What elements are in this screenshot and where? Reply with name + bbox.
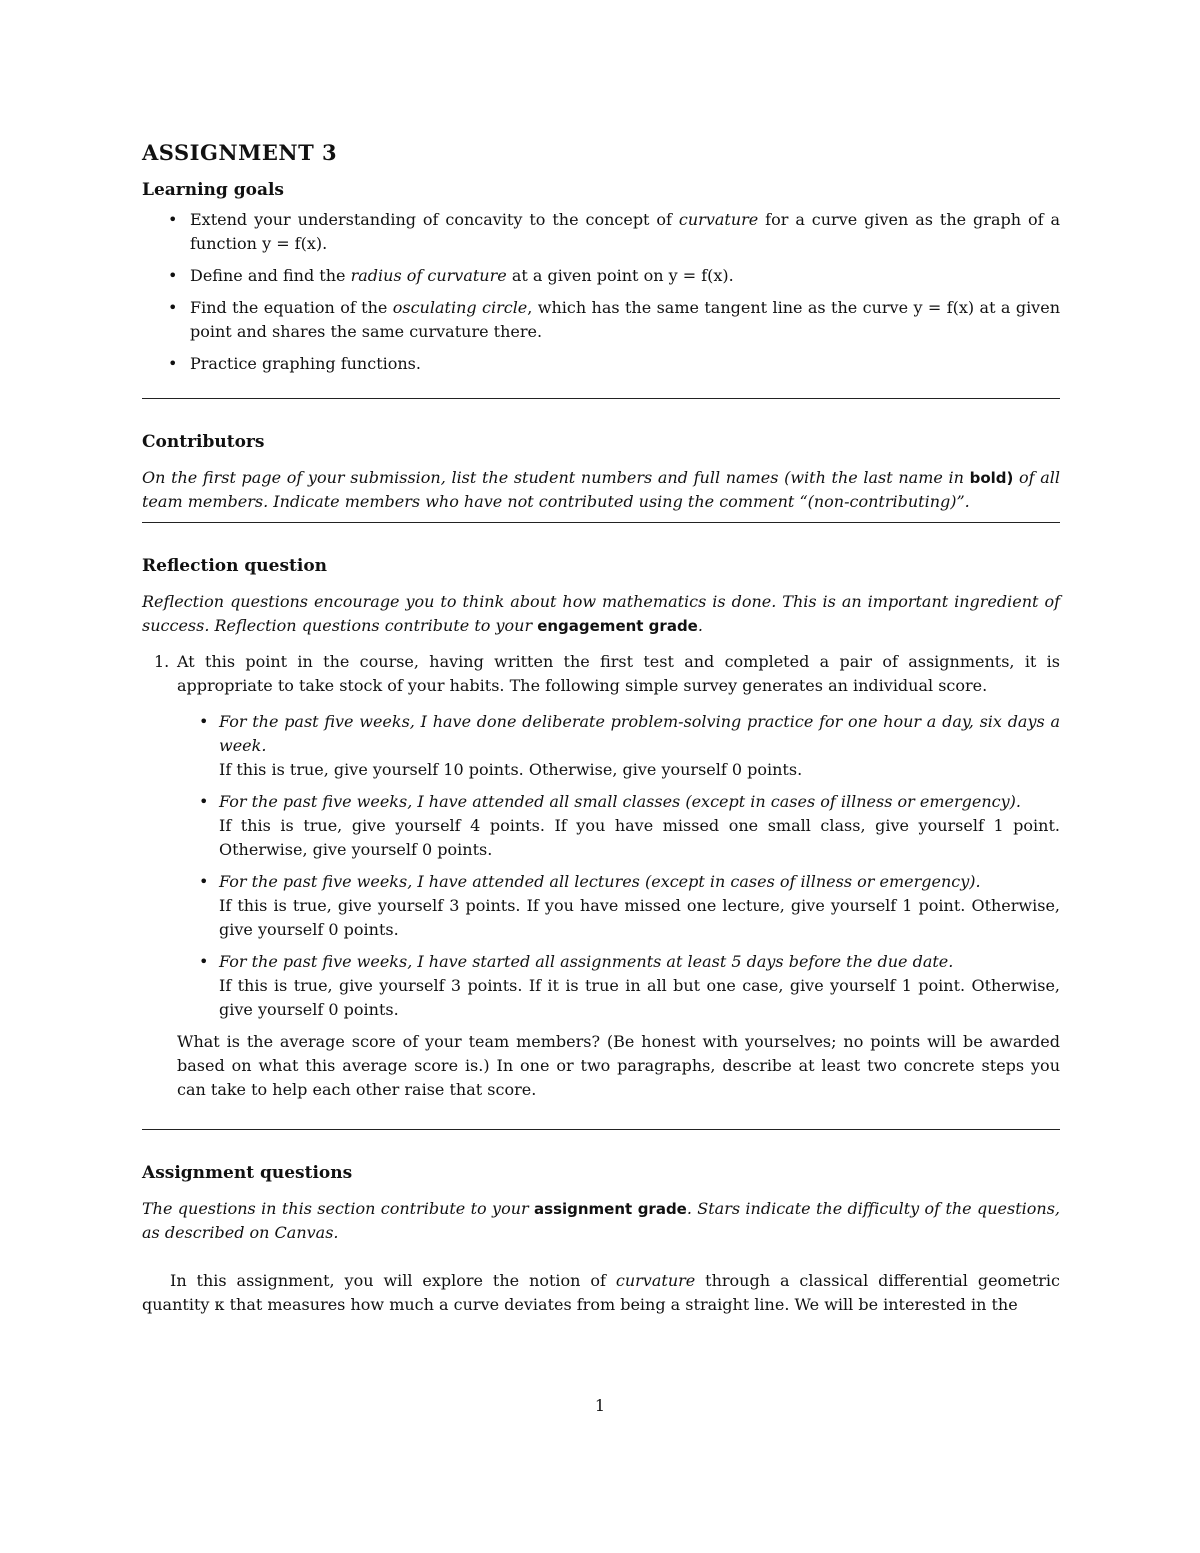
goal-text: Define and find the (190, 266, 351, 285)
reflection-question-list (142, 650, 1060, 1102)
contributors-text (142, 466, 1060, 514)
reflection-intro (142, 590, 1060, 638)
reflection-heading: Reflection question (142, 556, 328, 576)
contributors-text-part: On the first page of your submission, list the student numbers and full names (with the last name in (142, 468, 970, 487)
survey-statement: • For the past five weeks, I have started all assignments at least 5 days before the due date. (219, 952, 954, 971)
survey-scoring: If this is true, give yourself 3 points. If it is true in all but one case, give yourself 1 point. Otherwise, give yourself 0 points. (219, 976, 1060, 1019)
goal-emphasis: curvature (678, 210, 759, 229)
survey-item (177, 790, 1060, 862)
assignment-questions-heading: Assignment questions (142, 1163, 353, 1183)
reflection-intro-part: Reflection questions encourage you to think about how mathematics is done. This is an important ingredient of success. Reflection questions contribute to your (142, 592, 1060, 635)
section-divider (142, 398, 1060, 399)
survey-item (177, 870, 1060, 942)
survey-statement: • For the past five weeks, I have attended all lectures (except in cases of illness or emergency). (219, 872, 981, 891)
engagement-grade-bold: engagement grade (537, 617, 698, 635)
goal-emphasis: radius of curvature (350, 266, 507, 285)
aq-intro-part: . Stars indicate the difficulty of the questions, as described on Canvas. (142, 1199, 1061, 1242)
page-content (142, 138, 1060, 1317)
goal-emphasis: osculating circle (392, 298, 528, 317)
goal-text: Extend your understanding of concavity to the concept of (190, 210, 679, 229)
goal-text: for a curve given as the graph of a function y = f(x). (190, 210, 1060, 253)
curvature-paragraph (142, 1269, 1060, 1317)
reflection-question (142, 650, 1060, 1102)
curvature-emphasis: curvature (615, 1271, 696, 1290)
survey-scoring: If this is true, give yourself 3 points. If you have missed one lecture, give yourself 1 point. Otherwise, give yourself 0 points. (219, 896, 1060, 939)
section-divider (142, 1129, 1060, 1130)
list-item (142, 264, 1060, 288)
list-item (142, 296, 1060, 344)
goal-text: at a given point on y = f(x). (506, 266, 734, 285)
list-item (142, 352, 1060, 376)
learning-goals-heading: Learning goals (142, 180, 284, 200)
survey-scoring: If this is true, give yourself 4 points. If you have missed one small class, give yourself 1 point. Otherwise, give yourself 0 points. (219, 816, 1060, 859)
reflection-intro-part: . (697, 616, 703, 635)
contributors-text-part: of all team members. Indicate members who have not contributed using the comment “(non-contributing)”. (142, 468, 1060, 511)
survey-item (177, 950, 1060, 1022)
learning-goals-list (142, 208, 1060, 376)
survey-list (177, 710, 1060, 1022)
list-item (142, 208, 1060, 256)
assignment-grade-bold: assignment grade (534, 1200, 687, 1218)
contributors-heading: Contributors (142, 432, 265, 452)
page-number: 1 (594, 1396, 606, 1415)
paragraph-part: through a classical differential geometric quantity κ that measures how much a curve deviates from being a straight line. We will be interested in the (142, 1271, 1060, 1314)
paragraph-part: In this assignment, you will explore the notion of (170, 1271, 616, 1290)
goal-text: Find the equation of the (190, 298, 393, 317)
survey-scoring: If this is true, give yourself 10 points. Otherwise, give yourself 0 points. (219, 760, 803, 779)
survey-statement: • For the past five weeks, I have attended all small classes (except in cases of illness or emergency). (219, 792, 1021, 811)
question-number: 1. (154, 652, 170, 671)
question-text: At this point in the course, having written the first test and completed a pair of assignments, it is appropriate to take stock of your habits. The following simple survey generates an individual score. (177, 652, 1060, 695)
reflection-closing: What is the average score of your team members? (Be honest with yourselves; no points will be awarded based on what this average score is.) In one or two paragraphs, describe at least two concrete steps you can take to help each other raise that score. (177, 1032, 1060, 1099)
survey-statement: • For the past five weeks, I have done deliberate problem-solving practice for one hour a day, six days a week. (219, 712, 1060, 755)
assignment-questions-intro (142, 1197, 1060, 1245)
aq-intro-part: The questions in this section contribute to your (142, 1199, 535, 1218)
goal-text: Practice graphing functions. (190, 354, 421, 373)
goal-text: , which has the same tangent line as the curve y = f(x) at a given point and shares the same curvature there. (190, 298, 1060, 341)
section-divider (142, 522, 1060, 523)
page-title: ASSIGNMENT 3 (142, 140, 338, 165)
contributors-bold: bold) (969, 469, 1014, 487)
survey-item (177, 710, 1060, 782)
